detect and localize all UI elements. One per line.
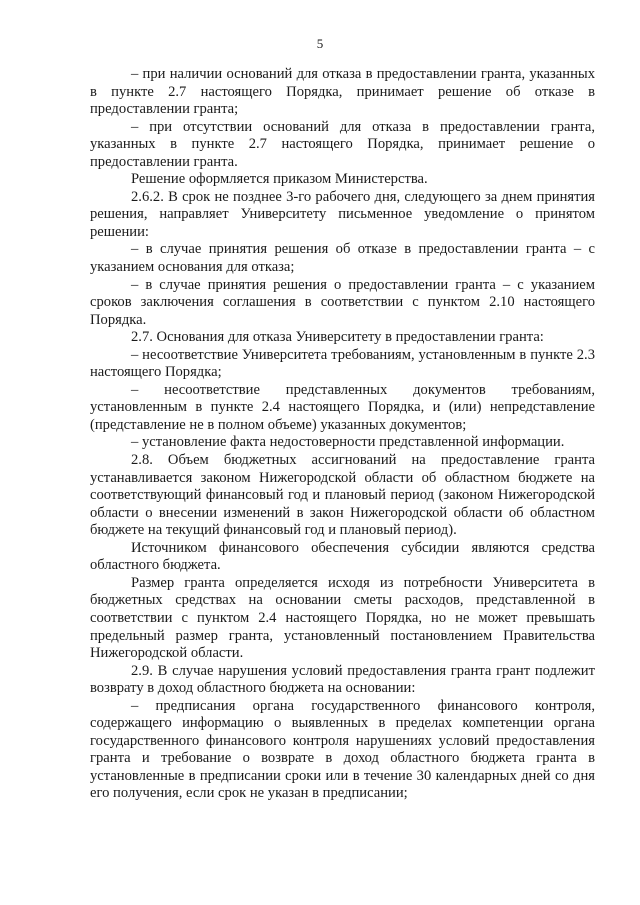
page-number: 5	[316, 36, 324, 51]
paragraph-approval-no-grounds: – при отсутствии оснований для отказа в предоставлении гранта, указанных в пункте 2.7 настоящего Порядка, принимает решение о предоставлении гранта.	[90, 118, 595, 170]
paragraph-2-8: 2.8. Объем бюджетных ассигнований на предоставление гранта устанавливается законом Нижегородской области об областном бюджете на соответствующий финансовый год и плановый период (законом Нижегородской области о внесении изменений в закон Нижегородской области об областном бюджете на текущий финансовый год и плановый период).	[90, 452, 595, 539]
document-body	[90, 66, 595, 803]
paragraph-refusal-ground-requirements: – несоответствие Университета требованиям, установленным в пункте 2.3 настоящего Порядка;	[90, 346, 595, 381]
paragraph-2-9: 2.9. В случае нарушения условий предоставления гранта грант подлежит возврату в доход областного бюджета на основании:	[90, 662, 595, 697]
paragraph-refusal-with-grounds: – при наличии оснований для отказа в предоставлении гранта, указанных в пункте 2.7 настоящего Порядка, принимает решение об отказе в предоставлении гранта;	[90, 66, 595, 118]
paragraph-notice-refusal: – в случае принятия решения об отказе в предоставлении гранта – с указанием основания для отказа;	[90, 241, 595, 276]
paragraph-2-7: 2.7. Основания для отказа Университету в предоставлении гранта:	[131, 329, 544, 346]
paragraph-refusal-ground-documents: – несоответствие представленных документов требованиям, установленным в пункте 2.4 настоящего Порядка, и (или) непредставление (представление не в полном объеме) указанных документов;	[90, 381, 595, 433]
paragraph-2-6-2: 2.6.2. В срок не позднее 3-го рабочего дня, следующего за днем принятия решения, направляет Университету письменное уведомление о принятом решении:	[90, 188, 595, 240]
paragraph-decision-order: Решение оформляется приказом Министерства.	[131, 171, 428, 188]
paragraph-funding-source: Источником финансового обеспечения субсидии являются средства областного бюджета.	[90, 539, 595, 574]
paragraph-control-order: – предписания органа государственного финансового контроля, содержащего информацию о выявленных в пределах компетенции органа государственного финансового контроля нарушениях условий предоставления гранта и требование о возврате в доход областного бюджета гранта в установленные в предписании сроки или в течение 30 календарных дней со дня его получения, если срок не указан в предписании;	[90, 697, 595, 802]
paragraph-notice-approval: – в случае принятия решения о предоставлении гранта – с указанием сроков заключения соглашения в соответствии с пунктом 2.10 настоящего Порядка.	[90, 276, 595, 328]
paragraph-grant-size: Размер гранта определяется исходя из потребности Университета в бюджетных средствах на основании сметы расходов, представленной в соответствии с пунктом 2.4 настоящего Порядка, но не может превышать предельный размер гранта, установленный постановлением Правительства Нижегородской области.	[90, 574, 595, 662]
paragraph-refusal-ground-false-info: – установление факта недостоверности представленной информации.	[131, 434, 565, 451]
